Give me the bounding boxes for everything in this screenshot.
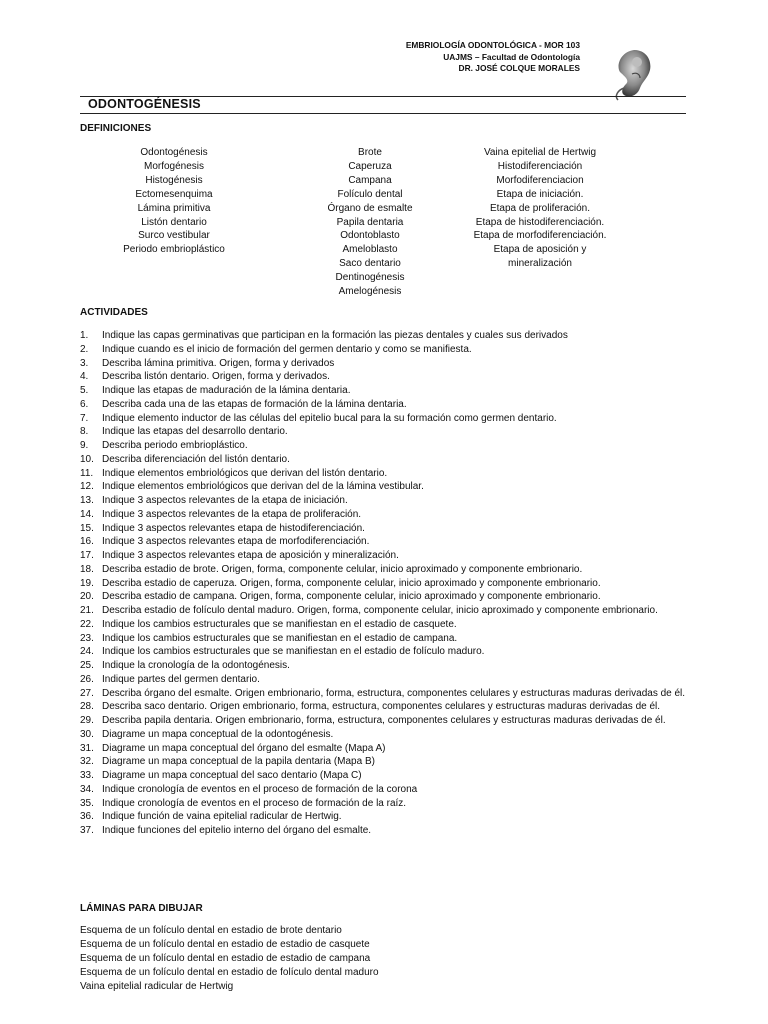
embryo-illustration-icon [610, 44, 656, 102]
activity-item [80, 728, 706, 742]
definition-term: Histogénesis [145, 174, 203, 186]
activity-item [80, 549, 706, 563]
definition-term: Brote [358, 147, 382, 158]
activity-text: Indique 3 aspectos relevantes etapa de morfodiferenciación. [102, 536, 370, 548]
activity-text: Indique la cronología de la odontogénesis. [102, 660, 290, 671]
activity-number: 8. [80, 426, 89, 438]
header-professor: DR. JOSÉ COLQUE MORALES [458, 63, 580, 73]
document-header [380, 40, 580, 75]
activity-number: 37. [80, 825, 94, 836]
drawing-item: Esquema de un folículo dental en estadio de folículo dental maduro [80, 966, 379, 978]
activity-text: Describa órgano del esmalte. Origen embrionario, forma, estructura, componentes celulares y estructuras maduras derivadas de él. [102, 687, 686, 699]
activity-number: 17. [80, 550, 94, 561]
activity-number: 5. [80, 385, 89, 396]
activity-number: 23. [80, 632, 94, 644]
activity-item [80, 783, 706, 797]
header-faculty: UAJMS – Facultad de Odontología [443, 51, 580, 62]
activity-number: 26. [80, 673, 94, 685]
activity-text: Indique elemento inductor de las células del epitelio bucal para la su formación como germen dentario. [102, 412, 557, 424]
activity-item [80, 384, 706, 398]
activity-text: Describa periodo embrioplástico. [102, 440, 248, 451]
activity-number: 20. [80, 591, 94, 603]
activity-number: 6. [80, 398, 89, 410]
activity-item [80, 604, 706, 618]
activity-number: 7. [80, 412, 89, 424]
activity-text: Diagrame un mapa conceptual de la papila dentaria (Mapa B) [102, 756, 375, 768]
activity-text: Indique las etapas del desarrollo dentario. [102, 426, 288, 438]
activity-item [80, 769, 706, 783]
activity-item [80, 810, 706, 824]
activity-text: Indique partes del germen dentario. [102, 673, 260, 685]
definition-term: Surco vestibular [138, 230, 210, 242]
definition-term: Listón dentario [141, 216, 207, 228]
activity-number: 32. [80, 756, 94, 768]
definition-term: Odontoblasto [340, 230, 400, 242]
activity-item [80, 590, 706, 604]
drawing-item: Vaina epitelial radicular de Hertwig [80, 980, 234, 992]
definition-term: Histodiferenciación [497, 160, 583, 172]
activity-text: Indique cronología de eventos en el proceso de formación de la corona [102, 783, 418, 795]
activity-item [80, 453, 706, 467]
definition-term: Etapa de morfodiferenciación. [473, 230, 607, 242]
activity-number: 22. [80, 618, 94, 630]
activity-number: 31. [80, 742, 94, 754]
activity-item [80, 522, 706, 536]
activity-item [80, 714, 706, 728]
definition-term: Etapa de iniciación. [496, 188, 584, 200]
activity-number: 24. [80, 646, 94, 658]
definition-term: mineralización [508, 258, 572, 270]
definition-term: Órgano de esmalte [327, 202, 413, 214]
activity-text: Describa estadio de brote. Origen, forma, componente celular, inicio aproximado y componente embrionario. [102, 563, 583, 575]
activity-number: 14. [80, 508, 94, 520]
activity-item [80, 632, 706, 646]
activity-text: Indique las etapas de maduración de la lámina dentaria. [102, 385, 351, 396]
activity-text: Indique funciones del epitelio interno del órgano del esmalte. [102, 825, 372, 836]
activity-number: 19. [80, 577, 94, 589]
activity-number: 1. [80, 330, 89, 341]
activity-number: 35. [80, 797, 94, 809]
header-course: EMBRIOLOGÍA ODONTOLÓGICA - MOR 103 [405, 40, 580, 50]
activity-number: 36. [80, 811, 94, 823]
activity-text: Describa papila dentaria. Origen embrionario, forma, estructura, componentes celulares y estructuras maduras derivadas de él. [102, 715, 666, 726]
activity-text: Indique cuando es el inicio de formación del germen dentario y como se manifiesta. [102, 343, 472, 355]
activity-item [80, 494, 706, 508]
activity-text: Indique elementos embriológicos que derivan del de la lámina vestibular. [102, 481, 424, 493]
activity-text: Indique 3 aspectos relevantes etapa de aposición y mineralización. [102, 550, 399, 561]
activity-text: Describa estadio de campana. Origen, forma, componente celular, inicio aproximado y componente embrionario. [102, 591, 601, 603]
activity-item [80, 563, 706, 577]
definition-term: Campana [348, 174, 392, 186]
activity-item [80, 577, 706, 591]
activity-item [80, 412, 706, 426]
title-bottom-rule [80, 113, 686, 114]
definition-term: Caperuza [348, 160, 392, 172]
definition-term: Odontogénesis [140, 147, 208, 158]
activity-text: Describa lámina primitiva. Origen, forma y derivados [102, 357, 335, 369]
activity-number: 3. [80, 357, 89, 369]
activity-item [80, 673, 706, 687]
activity-item [80, 659, 706, 673]
definition-term: Etapa de aposición y [493, 244, 587, 256]
activity-text: Diagrame un mapa conceptual del saco dentario (Mapa C) [102, 770, 362, 781]
activity-item [80, 687, 706, 701]
activity-item [80, 398, 706, 412]
activity-item [80, 618, 706, 632]
activity-text: Indique 3 aspectos relevantes de la etapa de proliferación. [102, 508, 362, 520]
activity-number: 21. [80, 605, 94, 616]
activity-text: Diagrame un mapa conceptual del órgano del esmalte (Mapa A) [102, 742, 386, 754]
activity-item [80, 439, 706, 453]
activity-text: Describa cada una de las etapas de formación de la lámina dentaria. [102, 398, 407, 410]
activity-item [80, 824, 706, 838]
activity-text: Indique cronología de eventos en el proceso de formación de la raíz. [102, 797, 407, 809]
definition-term: Dentinogénesis [335, 272, 405, 284]
activity-number: 13. [80, 495, 94, 506]
activity-item [80, 742, 706, 756]
activity-number: 12. [80, 481, 94, 493]
activity-item [80, 480, 706, 494]
activity-item [80, 755, 706, 769]
definition-term: Morfodiferenciacion [496, 174, 584, 186]
drawing-item: Esquema de un folículo dental en estadio de brote dentario [80, 925, 342, 936]
activities-list [80, 329, 706, 838]
activity-number: 29. [80, 715, 94, 726]
activity-number: 28. [80, 701, 94, 713]
definition-term: Etapa de histodiferenciación. [475, 216, 605, 228]
definitions-column-2 [300, 146, 440, 299]
activity-text: Indique las capas germinativas que participan en la formación las piezas dentales y cuales sus derivados [102, 330, 568, 341]
activity-number: 10. [80, 453, 94, 465]
activity-item [80, 370, 706, 384]
activity-text: Indique los cambios estructurales que se manifiestan en el estadio de folículo maduro. [102, 646, 485, 658]
activity-number: 27. [80, 687, 94, 699]
activity-item [80, 329, 706, 343]
activity-text: Indique 3 aspectos relevantes etapa de histodiferenciación. [102, 522, 365, 534]
drawing-item: Esquema de un folículo dental en estadio de estadio de casquete [80, 938, 370, 950]
activity-number: 2. [80, 343, 89, 355]
activity-text: Indique 3 aspectos relevantes de la etapa de iniciación. [102, 495, 348, 506]
activity-number: 9. [80, 440, 89, 451]
activity-item [80, 797, 706, 811]
definition-term: Saco dentario [339, 258, 401, 270]
definition-term: Amelogénesis [338, 286, 402, 298]
activity-number: 4. [80, 371, 89, 383]
activity-number: 25. [80, 660, 94, 671]
page-title: ODONTOGÉNESIS [88, 97, 201, 111]
activity-number: 15. [80, 522, 94, 534]
activity-number: 18. [80, 563, 94, 575]
definition-term: Morfogénesis [143, 160, 205, 172]
definition-term: Papila dentaria [336, 216, 404, 228]
laminas-heading: LÁMINAS PARA DIBUJAR [80, 903, 203, 914]
definition-term: Vaina epitelial de Hertwig [483, 147, 597, 158]
activity-item [80, 645, 706, 659]
activity-text: Indique función de vaina epitelial radicular de Hertwig. [102, 811, 342, 823]
activity-text: Describa saco dentario. Origen embrionario, forma, estructura, componentes celulares y estructuras maduras derivadas de él. [102, 701, 661, 713]
activity-item [80, 508, 706, 522]
definitions-column-1 [96, 146, 252, 257]
activity-item [80, 467, 706, 481]
definition-term: Lámina primitiva [137, 202, 211, 214]
drawing-item: Esquema de un folículo dental en estadio de estadio de campana [80, 952, 371, 964]
actividades-heading: ACTIVIDADES [80, 307, 148, 318]
definition-term: Folículo dental [337, 188, 403, 200]
activity-text: Indique los cambios estructurales que se manifiestan en el estadio de campana. [102, 632, 458, 644]
drawings-list [80, 924, 379, 994]
definition-term: Ectomesenquima [135, 188, 213, 200]
activity-text: Describa listón dentario. Origen, forma y derivados. [102, 371, 330, 383]
activity-text: Describa estadio de caperuza. Origen, forma, componente celular, inicio aproximado y componente embrionario. [102, 577, 601, 589]
activity-text: Diagrame un mapa conceptual de la odontogénesis. [102, 728, 334, 740]
definition-term: Etapa de proliferación. [489, 202, 591, 214]
definition-term: Ameloblasto [342, 244, 398, 256]
activity-number: 11. [80, 467, 94, 479]
activity-text: Indique elementos embriológicos que derivan del listón dentario. [102, 467, 388, 479]
activity-item [80, 425, 706, 439]
activity-number: 34. [80, 783, 94, 795]
activity-item [80, 535, 706, 549]
definitions-column-3 [466, 146, 614, 271]
activity-text: Indique los cambios estructurales que se manifiestan en el estadio de casquete. [102, 618, 457, 630]
activity-text: Describa diferenciación del listón dentario. [102, 453, 290, 465]
activity-number: 30. [80, 728, 94, 740]
activity-item [80, 343, 706, 357]
activity-item [80, 357, 706, 371]
activity-number: 33. [80, 770, 94, 781]
definition-term: Periodo embrioplástico [123, 244, 225, 256]
activity-item [80, 700, 706, 714]
definiciones-heading: DEFINICIONES [80, 123, 152, 134]
activity-number: 16. [80, 536, 94, 548]
activity-text: Describa estadio de folículo dental maduro. Origen, forma, componente celular, inicio aproximado y componente embrionario. [102, 605, 658, 616]
